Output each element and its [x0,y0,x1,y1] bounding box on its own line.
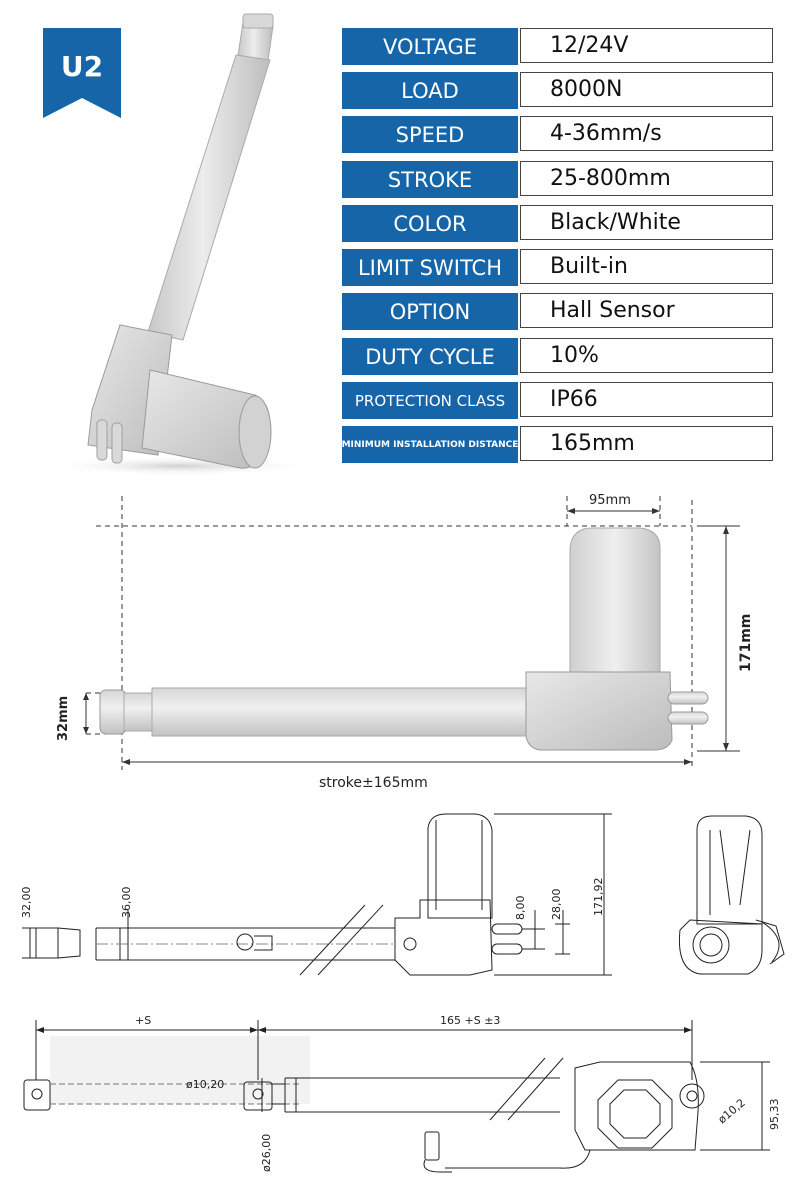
dim-plus-s: +S [135,1014,152,1027]
spec-label: LIMIT SWITCH [342,249,518,286]
actuator-render [45,14,315,476]
dim-install: 165 +S ±3 [440,1014,501,1027]
spec-label: PROTECTION CLASS [342,382,518,419]
dim-height-bottom: 95,33 [768,1098,781,1130]
spec-label: DUTY CYCLE [342,338,518,375]
spec-value: Built-in [520,249,773,284]
tech-drawing-end-view [679,816,784,974]
spec-label: STROKE [342,161,518,198]
spec-label: MINIMUM INSTALLATION DISTANCE [342,426,518,463]
dim-8: 8,00 [514,895,527,920]
dim-motor-width: 95mm [589,493,631,508]
dim-28: 28,00 [550,888,563,920]
badge-label: U2 [60,50,104,83]
spec-value: 10% [520,338,773,373]
dim-stroke: stroke±165mm [319,775,428,791]
spec-label: LOAD [342,72,518,109]
spec-value: 25-800mm [520,161,773,196]
spec-value: 4-36mm/s [520,116,773,151]
spec-value: Black/White [520,205,773,240]
side-view-actuator [100,528,708,750]
spec-label: COLOR [342,205,518,242]
tech-drawing-bottom [24,1020,770,1172]
spec-value: Hall Sensor [520,293,773,328]
spec-value: IP66 [520,382,773,417]
spec-label: SPEED [342,116,518,153]
dim-32: 32,00 [20,886,33,918]
dim-tube: ø26,00 [260,1133,273,1172]
tech-drawing-side [22,814,612,975]
dim-hole-rear: ø10,2 [715,1096,748,1127]
dim-rod-diameter: 32mm [56,695,71,741]
spec-value: 12/24V [520,28,773,63]
spec-value: 165mm [520,426,773,461]
dim-36: 36,00 [120,886,133,918]
dim-height: 171mm [738,613,754,672]
dim-hole-front: ø10,20 [186,1078,225,1091]
spec-label: OPTION [342,293,518,330]
dim-171: 171,92 [592,877,605,916]
spec-label: VOLTAGE [342,28,518,65]
spec-value: 8000N [520,72,773,107]
